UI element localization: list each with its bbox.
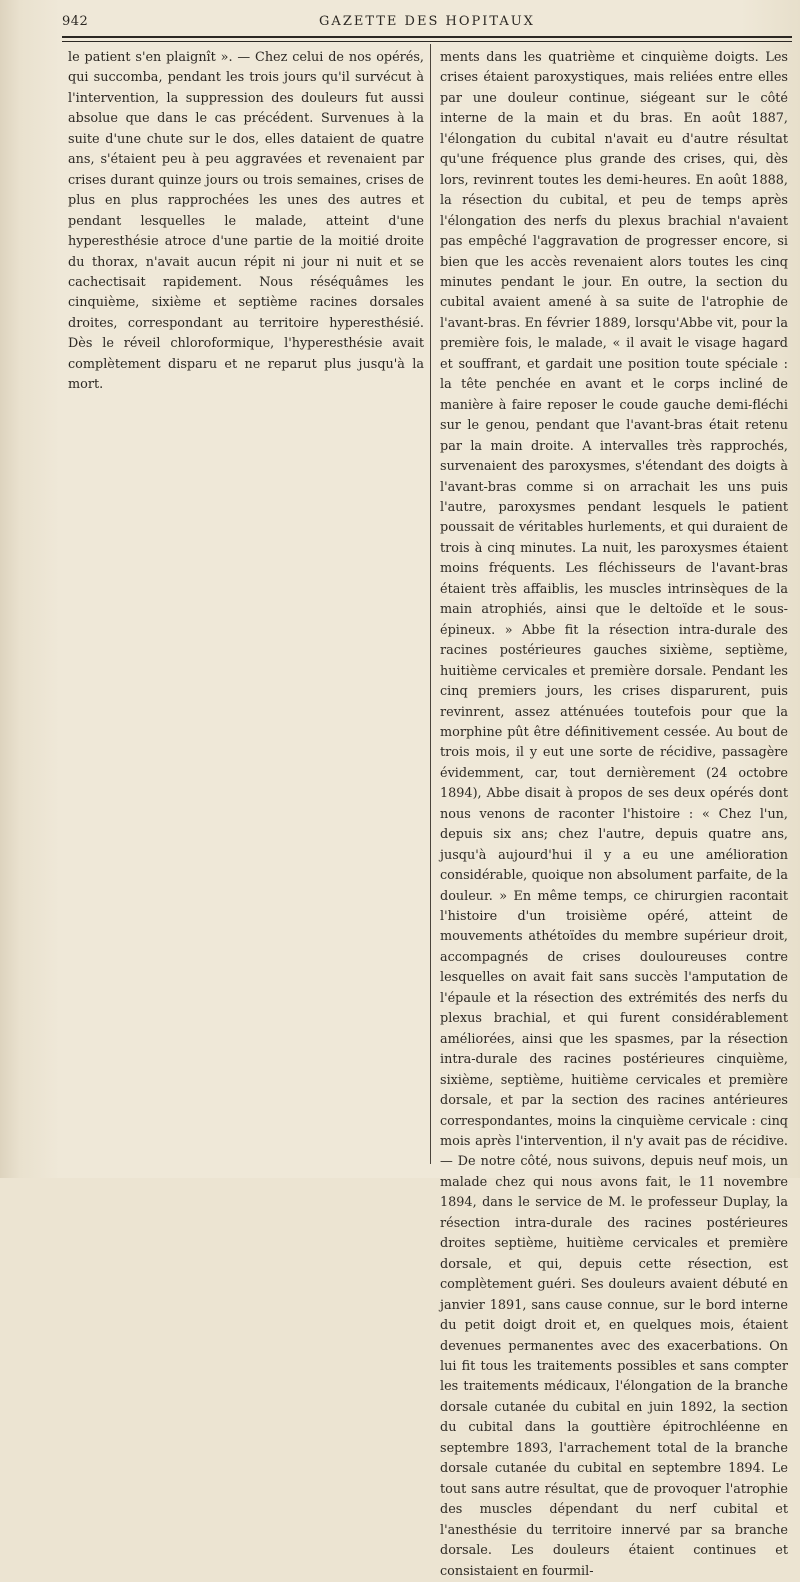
- page-number: 942: [62, 14, 89, 29]
- journal-title: GAZETTE DES HOPITAUX: [319, 14, 535, 29]
- right-paragraph-1: ments dans les quatrième et cinquième doigts. Les crises étaient paroxystiques, mais reliées entre elles par une douleur continue, siégeant sur le côté interne de la main et du bras. En août 1887, l'élongation du cubital n'avait eu d'autre résultat qu'une fréquence plus grande des crises, qui, dès lors, revinrent toutes les demi-heures. En août 1888, la résection du cubital, et peu de temps après l'élongation des nerfs du plexus brachial n'avaient pas empêché l'aggravation de progresser encore, si bien que les accès revenaient alors toutes les cinq minutes pendant le jour. En outre, la section du cubital avaient amené à sa suite de l'atrophie de l'avant-bras. En février 1889, lorsqu'Abbe vit, pour la première fois, le malade, « il avait le visage hagard et souffrant, et gardait une position toute spéciale : la tête penchée en avant et le corps incliné de manière à faire reposer le coude gauche demi-fléchi sur le genou, pendant que l'avant-bras était retenu par la main droite. A intervalles très rapprochés, survenaient des paroxysmes, s'étendant des doigts à l'avant-bras comme si on arrachait les uns puis l'autre, paroxysmes pendant lesquels le patient poussait de véritables hurlements, et qui duraient de trois à cinq minutes. La nuit, les paroxysmes étaient moins fréquents. Les fléchisseurs de l'avant-bras étaient très affaiblis, les muscles intrinsèques de la main atrophiés, ainsi que le deltoïde et le sous-épineux. » Abbe fit la résection intra-durale des racines postérieures gauches sixième, septième, huitième cervicales et première dorsale. Pendant les cinq premiers jours, les crises disparurent, puis revinrent, assez atténuées toutefois pour que la morphine pût être définitivement cessée. Au bout de trois mois, il y eut une sorte de récidive, passagère évidemment, car, tout dernièrement (24 octobre 1894), Abbe disait à propos de ses deux opérés dont nous venons de raconter l'histoire : « Chez l'un, depuis six ans; chez l'autre, depuis quatre ans, jusqu'à aujourd'hui il y a eu une amélioration considérable, quoique non absolument parfaite, de la douleur. » En même temps, ce chirurgien racontait l'histoire d'un troisième opéré, atteint de mouvements athétoïdes du membre supérieur droit, accompagnés de crises douloureuses contre lesquelles on avait fait sans succès l'amputation de l'épaule et la résection des extrémités des nerfs du plexus brachial, et qui furent considérablement améliorées, ainsi que les spasmes, par la résection intra-durale des racines postérieures cinquième, sixième, septième, huitième cervicales et première dorsale, et par la section des racines antérieures correspondantes, moins la cinquième cervicale : cinq mois après l'intervention, il n'y avait pas de récidive. — De notre côté, nous suivons, depuis neuf mois, un malade chez qui nous avons fait, le 11 novembre 1894, dans le service de M. le professeur Duplay, la résection intra-durale des racines postérieures droites septième, huitième cervicales et première dorsale, et qui, depuis cette résection, est complètement guéri. Ses douleurs avaient débuté en janvier 1891, sans cause connue, sur le bord interne du petit doigt droit et, en quelques mois, étaient devenues permanentes avec des exacerbations. On lui fit tous les traitements possibles et sans compter les traitements médicaux, l'élongation de la branche dorsale cutanée du cubital en juin 1892, la section du cubital dans la gouttière épitrochléenne en septembre 1893, l'arrachement total de la branche dorsale cutanée du cubital en septembre 1894. Le tout sans autre résultat, que de provoquer l'atrophie des muscles dépendant du nerf cubital et l'anesthésie du territoire innervé par sa branche dorsale. Les douleurs étaient continues et consistaient en fourmil-: [440, 50, 788, 1579]
- header-rule-thin: [62, 41, 792, 42]
- page-header: [62, 10, 792, 34]
- left-column: [68, 48, 424, 1168]
- left-paragraph-1: le patient s'en plaignît ». — Chez celui de nos opérés, qui succomba, pendant les trois jours qu'il survécut à l'intervention, la suppression des douleurs fut aussi absolue que dans le cas précédent. Survenues à la suite d'une chute sur le dos, elles dataient de quatre ans, s'étaient peu à peu aggravées et revenaient par crises durant quinze jours ou trois semaines, crises de plus en plus rapprochées les unes des autres et pendant lesquelles le malade, atteint d'une hyperesthésie atroce d'une partie de la moitié droite du thorax, n'avait aucun répit ni jour ni nuit et se cachectisait rapidement. Nous réséquâmes les cinquième, sixième et septième racines dorsales droites, correspondant au territoire hyperesthésié. Dès le réveil chloroformique, l'hyperesthésie avait complètement disparu et ne reparut plus jusqu'à la mort.: [68, 50, 424, 393]
- right-column: [440, 48, 788, 1579]
- header-rule-thick: [62, 36, 792, 38]
- column-divider: [430, 44, 431, 1164]
